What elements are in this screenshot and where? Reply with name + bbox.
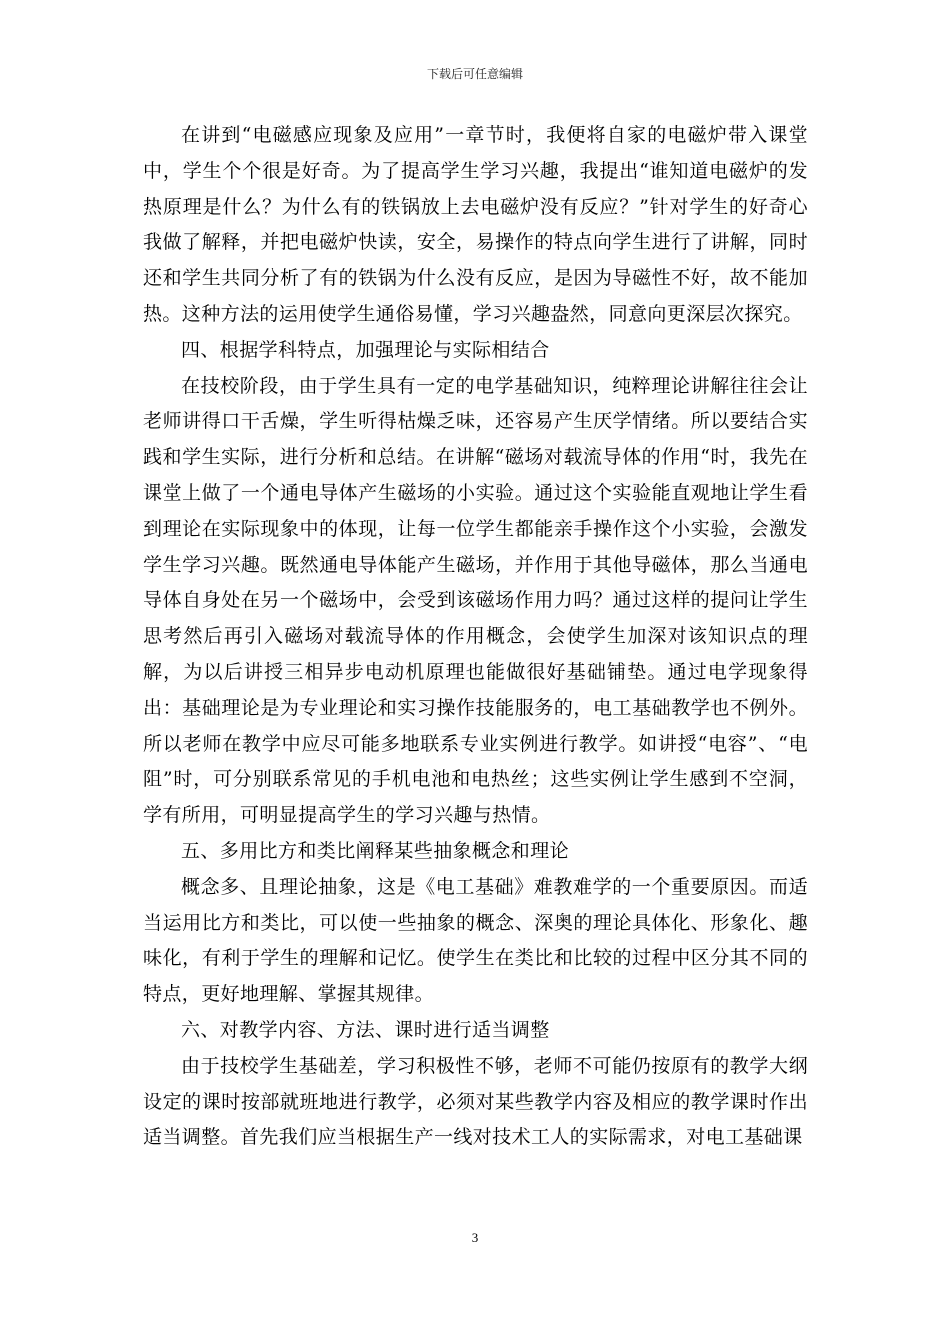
- paragraph-theory-practice: 在技校阶段，由于学生具有一定的电学基础知识，纯粹理论讲解往往会让老师讲得口干舌燥，学生听得枯燥乏味，还容易产生厌学情绪。所以要结合实践和学生实际，进行分析和总结。在讲解“磁场对载流导体的作用“时，我先在课堂上做了一个通电导体产生磁场的小实验。通过这个实验能直观地让学生看到理论在实际现象中的体现，让每一位学生都能亲手操作这个小实验，会激发学生学习兴趣。既然通电导体能产生磁场，并作用于其他导磁体，那么当通电导体自身处在另一个磁场中，会受到该磁场作用力吗？通过这样的提问让学生思考然后再引入磁场对载流导体的作用概念，会使学生加深对该知识点的理解，为以后讲授三相异步电动机原理也能做很好基础铺垫。通过电学现象得出：基础理论是为专业理论和实习操作技能服务的，电工基础教学也不例外。所以老师在教学中应尽可能多地联系专业实例进行教学。如讲授“电容”、“电阻”时，可分别联系常见的手机电池和电热丝；这些实例让学生感到不空洞，学有所用，可明显提高学生的学习兴趣与热情。: [143, 374, 808, 827]
- paragraph-adjustment: 由于技校学生基础差，学习积极性不够，老师不可能仍按原有的教学大纲设定的课时按部就班地进行教学，必须对某些教学内容及相应的教学课时作出适当调整。首先我们应当根据生产一线对技术工人的实际需求，对电工基础课: [143, 1054, 808, 1149]
- document-body: [143, 118, 808, 1156]
- paragraph-analogy: 概念多、且理论抽象，这是《电工基础》难教难学的一个重要原因。而适当运用比方和类比，可以使一些抽象的概念、深奥的理论具体化、形象化、趣味化，有利于学生的理解和记忆。使学生在类比和比较的过程中区分其不同的特点，更好地理解、掌握其规律。: [143, 875, 808, 1006]
- section-heading-4: 四、根据学科特点，加强理论与实际相结合: [181, 338, 550, 361]
- section-heading-6: 六、对教学内容、方法、课时进行适当调整: [181, 1018, 550, 1041]
- page-header: 下载后可任意编辑: [426, 67, 523, 81]
- page-number: 3: [471, 1230, 479, 1245]
- paragraph-electromagnetic-induction: 在讲到“电磁感应现象及应用”一章节时，我便将自家的电磁炉带入课堂中，学生个个很是好奇。为了提高学生学习兴趣，我提出“谁知道电磁炉的发热原理是什么？为什么有的铁锅放上去电磁炉没有反应？”针对学生的好奇心我做了解释，并把电磁炉快读，安全，易操作的特点向学生进行了讲解，同时还和学生共同分析了有的铁锅为什么没有反应，是因为导磁性不好，故不能加热。这种方法的运用使学生通俗易懂，学习兴趣盎然，同意向更深层次探究。: [143, 124, 808, 325]
- section-heading-5: 五、多用比方和类比阐释某些抽象概念和理论: [181, 839, 570, 862]
